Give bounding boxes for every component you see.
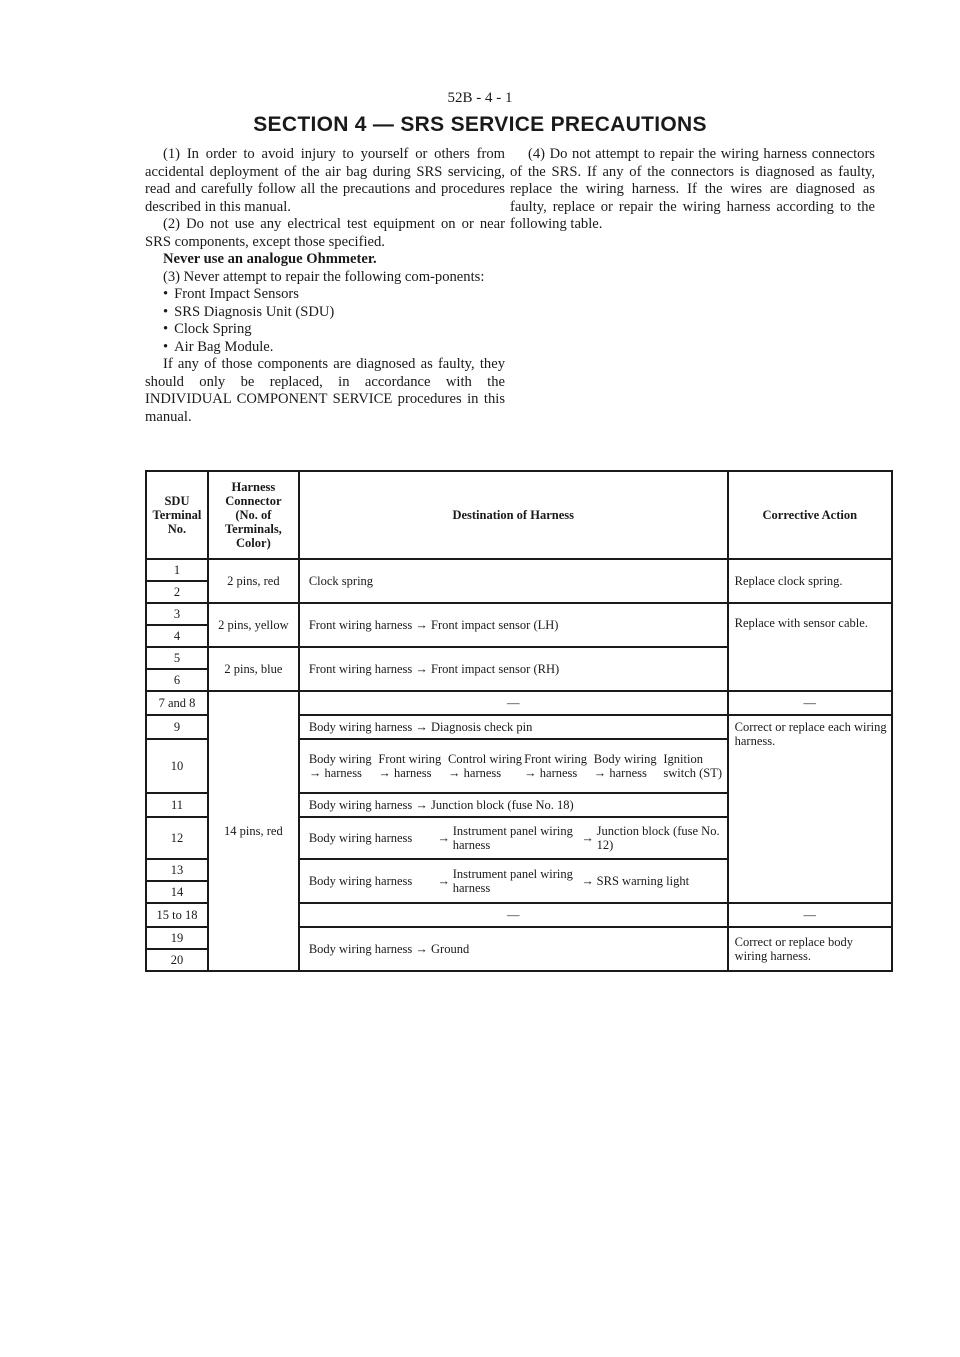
terminal-cell: 7 and 8: [146, 691, 208, 715]
terminal-cell: 5: [146, 647, 208, 669]
terminal-cell: 12: [146, 817, 208, 859]
terminal-cell: 11: [146, 793, 208, 817]
chain-step: Body wiring → harness: [308, 752, 372, 780]
terminal-cell: 2: [146, 581, 208, 603]
terminal-cell: 4: [146, 625, 208, 647]
wiring-harness-table: [145, 470, 893, 972]
left-column: [145, 146, 505, 426]
terminal-cell: 3: [146, 603, 208, 625]
component-list: [145, 286, 505, 356]
chain-step: Body wiring harness: [308, 831, 413, 845]
table-header-row: [146, 471, 892, 559]
chain-step: Body wiring → harness: [593, 752, 657, 780]
action-cell: Replace with sensor cable.: [728, 603, 892, 691]
arrow-icon: →: [581, 874, 594, 888]
header-terminal: SDU Terminal No.: [146, 471, 208, 559]
terminal-cell: 6: [146, 669, 208, 691]
header-destination: Destination of Harness: [299, 471, 728, 559]
table-row: [146, 603, 892, 625]
precaution-3: (3) Never attempt to repair the following com-ponents:: [163, 268, 485, 285]
header-connector: Harness Connector (No. of Terminals, Color): [208, 471, 299, 559]
replacement-note: If any of those components are diagnosed as faulty, they should only be replaced, in accordance with the INDIVIDUAL COMPONENT SERVICE procedures in this manual.: [145, 356, 505, 425]
chain-step: Front wiring → harness: [524, 752, 587, 780]
list-item: • Air Bag Module.: [163, 339, 505, 357]
table-row: [146, 559, 892, 581]
harness-chain: [309, 824, 723, 852]
chain-step: Control wiring → harness: [448, 752, 522, 780]
destination-cell: Body wiring harness → Diagnosis check pin: [299, 715, 728, 739]
harness-chain: [309, 752, 723, 780]
terminal-cell: 1: [146, 559, 208, 581]
precaution-2: (2) Do not use any electrical test equipment on or near SRS components, except those specified.: [145, 216, 505, 250]
connector-cell: 2 pins, blue: [208, 647, 299, 691]
terminal-cell: 14: [146, 881, 208, 903]
destination-cell: —: [299, 903, 728, 927]
harness-chain: [309, 867, 723, 895]
action-cell: Correct or replace each wiring harness.: [728, 715, 892, 903]
terminal-cell: 9: [146, 715, 208, 739]
chain-step: SRS warning light: [596, 874, 690, 888]
right-column: [510, 146, 875, 234]
destination-cell: [299, 859, 728, 903]
terminal-cell: 15 to 18: [146, 903, 208, 927]
action-cell: Correct or replace body wiring harness.: [728, 927, 892, 971]
action-cell: —: [728, 903, 892, 927]
chain-step: Junction block (fuse No. 12): [596, 824, 720, 852]
arrow-icon: →: [437, 874, 450, 888]
list-item: • Clock Spring: [163, 321, 505, 339]
header-action: Corrective Action: [728, 471, 892, 559]
chain-step: Body wiring harness: [308, 874, 413, 888]
action-cell: —: [728, 691, 892, 715]
terminal-cell: 13: [146, 859, 208, 881]
destination-cell: [299, 817, 728, 859]
connector-cell: 2 pins, yellow: [208, 603, 299, 647]
terminal-cell: 10: [146, 739, 208, 793]
destination-cell: [299, 739, 728, 793]
connector-cell: 2 pins, red: [208, 559, 299, 603]
terminal-cell: 19: [146, 927, 208, 949]
list-item: • SRS Diagnosis Unit (SDU): [163, 304, 505, 322]
destination-cell: Front wiring harness → Front impact sensor (RH): [299, 647, 728, 691]
list-item: • Front Impact Sensors: [163, 286, 505, 304]
destination-cell: Body wiring harness → Junction block (fuse No. 18): [299, 793, 728, 817]
destination-cell: —: [299, 691, 728, 715]
chain-step: Ignition switch (ST): [663, 752, 723, 780]
arrow-icon: →: [437, 831, 450, 845]
chain-step: Front wiring → harness: [378, 752, 442, 780]
precaution-4: (4) Do not attempt to repair the wiring harness connectors of the SRS. If any of the connectors is diagnosed as faulty, replace the wiring harness. If the wires are diagnosed as faulty, replace or repair the wiring harness according to the following table.: [510, 146, 875, 232]
destination-cell: Front wiring harness → Front impact sensor (LH): [299, 603, 728, 647]
chain-step: Instrument panel wiring harness: [452, 824, 573, 852]
page-number: 52B - 4 - 1: [447, 90, 513, 106]
terminal-cell: 20: [146, 949, 208, 971]
action-cell: Replace clock spring.: [728, 559, 892, 603]
connector-cell: 14 pins, red: [208, 691, 299, 971]
destination-cell: Clock spring: [299, 559, 728, 603]
destination-cell: Body wiring harness → Ground: [299, 927, 728, 971]
table-row: [146, 691, 892, 715]
arrow-icon: →: [581, 831, 594, 845]
section-title: SECTION 4 — SRS SERVICE PRECAUTIONS: [253, 113, 707, 136]
ohmmeter-warning: Never use an analogue Ohmmeter.: [163, 251, 377, 267]
chain-step: Instrument panel wiring harness: [452, 867, 573, 895]
precaution-1: (1) In order to avoid injury to yourself or others from accidental deployment of the air bag during SRS servicing, read and carefully follow all the precautions and procedures described in this manual.: [145, 146, 505, 215]
